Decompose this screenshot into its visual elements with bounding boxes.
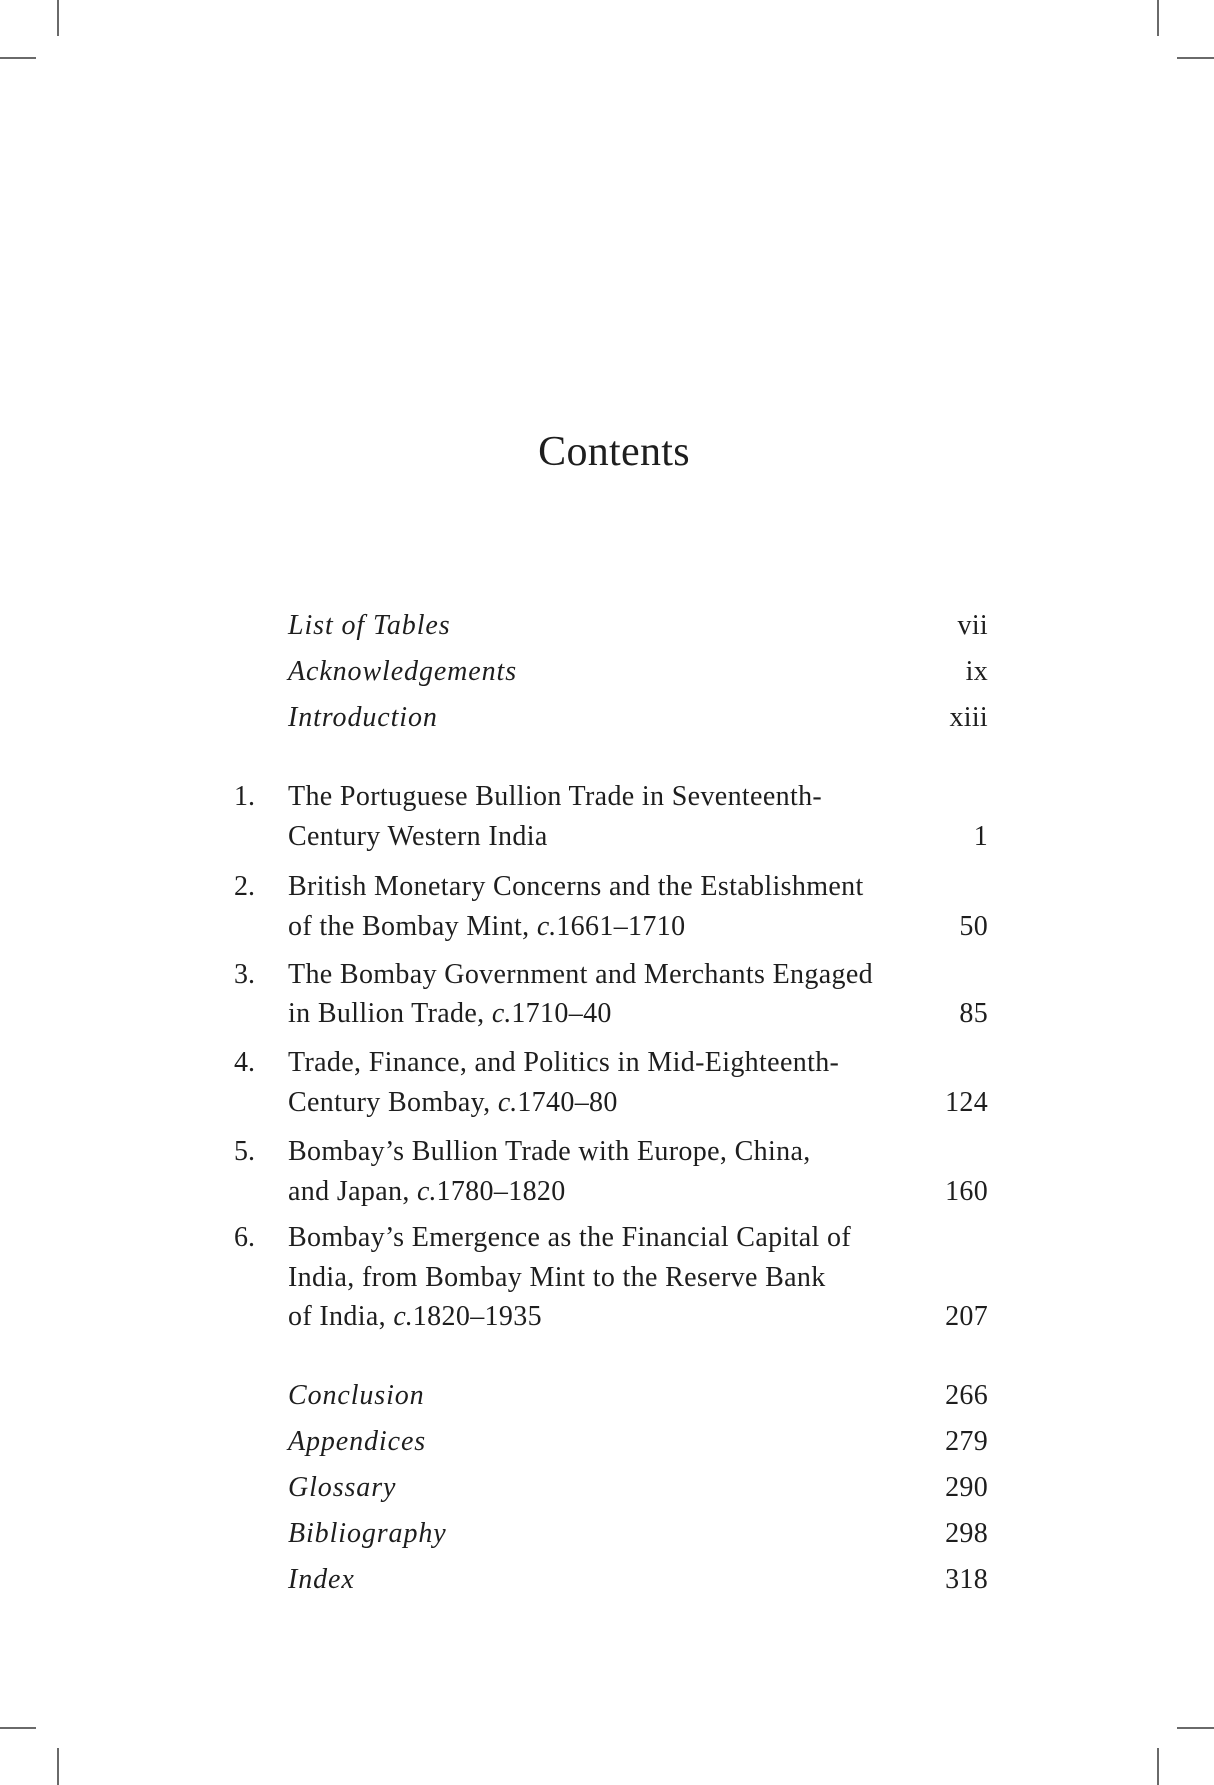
- toc-page-number: 124: [945, 1087, 988, 1118]
- chapter-number: 6.: [234, 1222, 255, 1253]
- crop-mark-top-left-horizontal: [0, 57, 36, 59]
- toc-page-number: 266: [945, 1380, 988, 1411]
- circa-abbrev: c.: [536, 911, 557, 942]
- toc-page-number: 160: [945, 1176, 988, 1207]
- chapter-title-line: India, from Bombay Mint to the Reserve Bank: [288, 1262, 826, 1293]
- toc-page-number: xiii: [949, 702, 988, 733]
- toc-page-number: 279: [945, 1426, 988, 1457]
- chapter-dates: 1661–1710: [556, 911, 686, 942]
- chapter-dates: 1740–80: [517, 1087, 618, 1118]
- chapter-title-line: The Bombay Government and Merchants Engaged: [288, 959, 873, 990]
- chapter-number: 2.: [234, 871, 255, 902]
- toc-page-number: ix: [965, 656, 988, 687]
- chapter-title-text: of the Bombay Mint,: [288, 911, 537, 942]
- toc-entry-label: Appendices: [288, 1426, 427, 1457]
- toc-entry-label: Introduction: [288, 702, 438, 733]
- toc-page-number: 290: [945, 1472, 988, 1503]
- crop-mark-bottom-left-vertical: [57, 1748, 59, 1785]
- chapter-title-text: and Japan,: [288, 1176, 418, 1207]
- chapter-title-line: British Monetary Concerns and the Establishment: [288, 871, 864, 902]
- chapter-number: 5.: [234, 1136, 255, 1167]
- chapter-title-text: Century Bombay,: [288, 1087, 498, 1118]
- chapter-title-line: Trade, Finance, and Politics in Mid-Eighteenth-: [288, 1047, 840, 1078]
- circa-abbrev: c.: [491, 998, 512, 1029]
- chapter-title-line: Bombay’s Emergence as the Financial Capital of: [288, 1222, 851, 1253]
- crop-mark-bottom-left-horizontal: [0, 1727, 36, 1729]
- chapter-title-line: Century Western India: [288, 821, 548, 852]
- chapter-title-line: Bombay’s Bullion Trade with Europe, China,: [288, 1136, 811, 1167]
- toc-entry-label: Index: [288, 1564, 355, 1595]
- toc-entry-label: Acknowledgements: [288, 656, 517, 687]
- toc-page-number: 1: [973, 821, 988, 852]
- toc-page-number: 207: [945, 1301, 988, 1332]
- chapter-dates: 1780–1820: [436, 1176, 566, 1207]
- chapter-number: 3.: [234, 959, 255, 990]
- toc-page-number: 318: [945, 1564, 988, 1595]
- toc-page-number: 298: [945, 1518, 988, 1549]
- toc-entry-label: Glossary: [288, 1472, 397, 1503]
- circa-abbrev: c.: [417, 1176, 437, 1207]
- toc-page-number: 85: [959, 998, 988, 1029]
- toc-entry-label: List of Tables: [288, 610, 451, 641]
- circa-abbrev: c.: [497, 1087, 518, 1118]
- chapter-title-line: [288, 1303, 542, 1331]
- chapter-title-line: The Portuguese Bullion Trade in Seventeenth-: [288, 781, 823, 812]
- toc-page-number: 50: [959, 911, 988, 942]
- chapter-dates: 1710–40: [511, 998, 612, 1029]
- chapter-title-line: [288, 1178, 566, 1206]
- chapter-title-text: in Bullion Trade,: [288, 998, 492, 1029]
- page-title: Contents: [538, 429, 690, 475]
- chapter-title-line: [288, 1089, 618, 1117]
- crop-mark-top-right-horizontal: [1177, 57, 1214, 59]
- chapter-number: 4.: [234, 1047, 255, 1078]
- chapter-title-text: of India,: [288, 1301, 394, 1332]
- chapter-number: 1.: [234, 781, 255, 812]
- toc-entry-label: Bibliography: [288, 1518, 447, 1549]
- crop-mark-top-right-vertical: [1157, 0, 1159, 36]
- crop-mark-bottom-right-horizontal: [1177, 1727, 1214, 1729]
- chapter-dates: 1820–1935: [412, 1301, 542, 1332]
- toc-entry-label: Conclusion: [288, 1380, 425, 1411]
- crop-mark-top-left-vertical: [57, 0, 59, 36]
- circa-abbrev: c.: [393, 1301, 413, 1332]
- toc-page-number: vii: [957, 610, 988, 641]
- chapter-title-line: [288, 913, 685, 941]
- chapter-title-line: [288, 1000, 612, 1028]
- crop-mark-bottom-right-vertical: [1157, 1748, 1159, 1785]
